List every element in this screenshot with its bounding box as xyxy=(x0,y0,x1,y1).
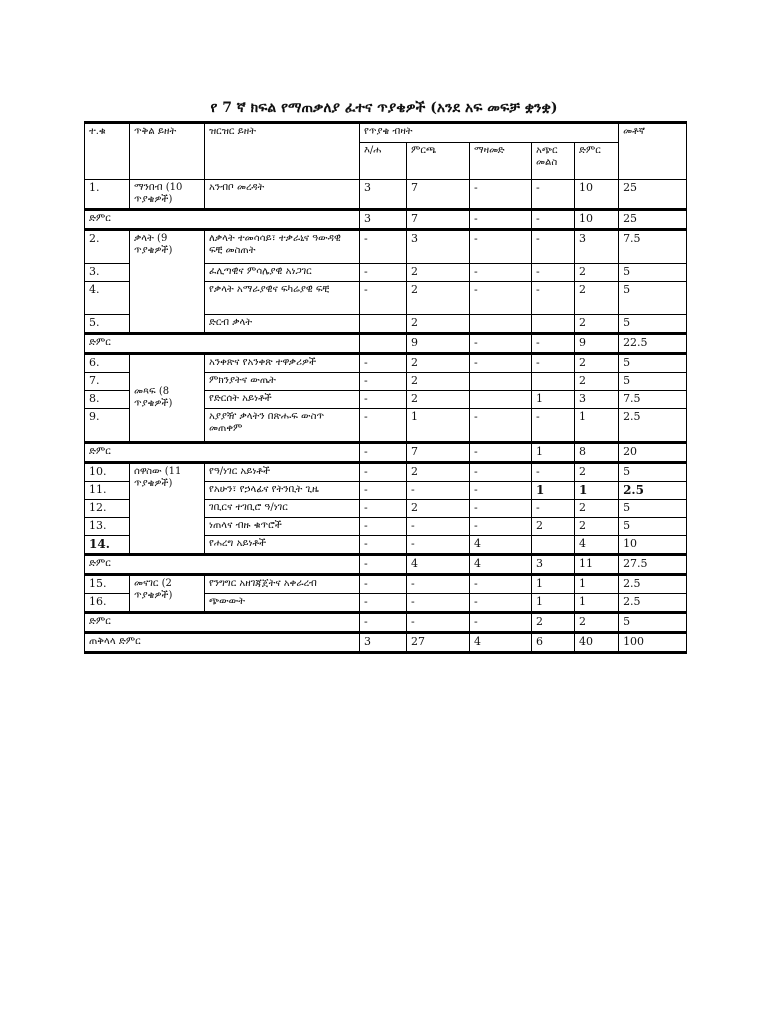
row-count-4: 2 xyxy=(575,315,619,334)
section-total-label: ድምር xyxy=(85,334,360,354)
total-count-3: 2 xyxy=(532,613,575,633)
row-count-2: - xyxy=(470,354,532,373)
section-total-label: ድምር xyxy=(85,210,360,230)
row-count-2: - xyxy=(470,518,532,536)
row-count-0: - xyxy=(360,373,407,391)
row-count-3: - xyxy=(532,264,575,282)
row-number: 1. xyxy=(85,180,130,210)
row-count-0: - xyxy=(360,409,407,443)
total-count-3: - xyxy=(532,334,575,354)
row-count-3 xyxy=(532,536,575,555)
total-count-1: 9 xyxy=(407,334,470,354)
row-count-4: 2 xyxy=(575,354,619,373)
row-count-3: - xyxy=(532,463,575,482)
row-count-4: 1 xyxy=(575,482,619,500)
row-count-1: 2 xyxy=(407,391,470,409)
row-number: 12. xyxy=(85,500,130,518)
header-percent: መቶኛ xyxy=(619,123,687,180)
row-detail: ምክንያትና ውጤት xyxy=(205,373,360,391)
total-count-4: 9 xyxy=(575,334,619,354)
total-count-4: 8 xyxy=(575,443,619,463)
row-count-3 xyxy=(532,315,575,334)
grand-count-0: 3 xyxy=(360,633,407,653)
row-number: 7. xyxy=(85,373,130,391)
row-detail: የቃላት አማራያዊና ፍካሬያዊ ፍቺ xyxy=(205,282,360,315)
row-count-4: 2 xyxy=(575,264,619,282)
row-count-0: - xyxy=(360,518,407,536)
row-count-1: - xyxy=(407,518,470,536)
total-percent: 22.5 xyxy=(619,334,687,354)
total-count-2: - xyxy=(470,210,532,230)
total-count-0: - xyxy=(360,555,407,575)
row-percent: 5 xyxy=(619,264,687,282)
total-count-4: 11 xyxy=(575,555,619,575)
total-count-0: - xyxy=(360,613,407,633)
header-sub-3: አጭር መልስ xyxy=(532,143,575,180)
row-count-0: - xyxy=(360,594,407,613)
row-count-2: - xyxy=(470,409,532,443)
row-percent: 2.5 xyxy=(619,594,687,613)
grand-count-4: 40 xyxy=(575,633,619,653)
row-percent: 7.5 xyxy=(619,230,687,264)
row-number: 9. xyxy=(85,409,130,443)
row-number: 14. xyxy=(85,536,130,555)
row-detail: አያያዥ ቃላትን በጽሑፍ ውስጥ መጠቀም xyxy=(205,409,360,443)
row-count-3: - xyxy=(532,500,575,518)
grand-total-label: ጠቅላላ ድምር xyxy=(85,633,360,653)
row-count-4: 2 xyxy=(575,500,619,518)
total-count-2: - xyxy=(470,613,532,633)
header-sub-4: ድምር xyxy=(575,143,619,180)
row-count-3: 1 xyxy=(532,482,575,500)
row-count-3: - xyxy=(532,230,575,264)
row-count-0: 3 xyxy=(360,180,407,210)
row-count-1: 2 xyxy=(407,315,470,334)
section-total-row xyxy=(85,334,687,354)
blueprint-table xyxy=(84,121,687,654)
table-row xyxy=(85,575,687,594)
row-detail: ገቢርና ተገቢሮ ዓ/ነገር xyxy=(205,500,360,518)
section-total-row xyxy=(85,555,687,575)
total-count-2: 4 xyxy=(470,555,532,575)
row-count-4: 3 xyxy=(575,230,619,264)
row-count-1: 2 xyxy=(407,463,470,482)
row-count-1: 1 xyxy=(407,409,470,443)
header-no: ተ.ቁ xyxy=(85,123,130,180)
row-count-0: - xyxy=(360,575,407,594)
section-total-label: ድምር xyxy=(85,555,360,575)
row-count-4: 1 xyxy=(575,594,619,613)
row-detail: አንቀጽና የአንቀጽ ተዋቃሪዎች xyxy=(205,354,360,373)
row-count-0: - xyxy=(360,230,407,264)
row-number: 16. xyxy=(85,594,130,613)
row-detail: ፈሊጣዊና ምሳሌያዊ አነጋገር xyxy=(205,264,360,282)
row-number: 4. xyxy=(85,282,130,315)
row-detail: ድርብ ቃላት xyxy=(205,315,360,334)
header-question-count: የጥያቄ ብዛት xyxy=(360,123,619,143)
total-count-3: 3 xyxy=(532,555,575,575)
row-percent: 5 xyxy=(619,354,687,373)
row-count-1: - xyxy=(407,482,470,500)
total-percent: 25 xyxy=(619,210,687,230)
row-detail: የንግግር አዘገጃጀትና አቀራረብ xyxy=(205,575,360,594)
row-count-2: - xyxy=(470,500,532,518)
row-count-1: 2 xyxy=(407,282,470,315)
row-number: 11. xyxy=(85,482,130,500)
row-percent: 5 xyxy=(619,463,687,482)
row-count-2: - xyxy=(470,594,532,613)
row-count-3: - xyxy=(532,282,575,315)
section-topic: ማንበብ (10 ጥያቄዎች) xyxy=(130,180,205,210)
row-count-1: - xyxy=(407,594,470,613)
row-count-3: - xyxy=(532,354,575,373)
row-count-1: - xyxy=(407,575,470,594)
row-number: 3. xyxy=(85,264,130,282)
table-row xyxy=(85,230,687,264)
row-count-2: 4 xyxy=(470,536,532,555)
row-count-4: 2 xyxy=(575,282,619,315)
row-detail: አንብቦ መረዳት xyxy=(205,180,360,210)
row-number: 10. xyxy=(85,463,130,482)
row-count-4: 2 xyxy=(575,463,619,482)
total-count-2: - xyxy=(470,443,532,463)
row-count-4: 10 xyxy=(575,180,619,210)
row-number: 15. xyxy=(85,575,130,594)
total-count-3: 1 xyxy=(532,443,575,463)
row-percent: 5 xyxy=(619,373,687,391)
row-count-4: 3 xyxy=(575,391,619,409)
row-detail: የዓ/ነገር አይነቶች xyxy=(205,463,360,482)
row-count-0: - xyxy=(360,282,407,315)
total-count-1: 4 xyxy=(407,555,470,575)
header-topic: ጥቅል ይዘት xyxy=(130,123,205,180)
grand-count-2: 4 xyxy=(470,633,532,653)
row-count-3: 1 xyxy=(532,594,575,613)
section-topic: መናገር (2 ጥያቄዎች) xyxy=(130,575,205,613)
grand-percent: 100 xyxy=(619,633,687,653)
row-percent: 5 xyxy=(619,282,687,315)
row-count-0: - xyxy=(360,264,407,282)
row-count-2 xyxy=(470,315,532,334)
row-count-2: - xyxy=(470,264,532,282)
row-count-2: - xyxy=(470,282,532,315)
header-sub-1: ምርጫ xyxy=(407,143,470,180)
total-count-0: - xyxy=(360,443,407,463)
header-sub-0: እ/ሐ xyxy=(360,143,407,180)
row-count-4: 4 xyxy=(575,536,619,555)
total-count-4: 2 xyxy=(575,613,619,633)
section-topic: ቃላት (9 ጥያቄዎች) xyxy=(130,230,205,334)
grand-total-row xyxy=(85,633,687,653)
row-number: 8. xyxy=(85,391,130,409)
section-total-label: ድምር xyxy=(85,613,360,633)
row-count-3: - xyxy=(532,409,575,443)
row-count-1: 3 xyxy=(407,230,470,264)
total-percent: 20 xyxy=(619,443,687,463)
row-count-2: - xyxy=(470,463,532,482)
row-count-4: 1 xyxy=(575,409,619,443)
total-percent: 5 xyxy=(619,613,687,633)
header-sub-2: ማዛመድ xyxy=(470,143,532,180)
row-percent: 5 xyxy=(619,315,687,334)
total-count-1: - xyxy=(407,613,470,633)
row-count-1: 2 xyxy=(407,354,470,373)
total-count-0 xyxy=(360,334,407,354)
row-count-1: 2 xyxy=(407,500,470,518)
total-count-1: 7 xyxy=(407,210,470,230)
row-count-2: - xyxy=(470,575,532,594)
row-number: 5. xyxy=(85,315,130,334)
total-count-0: 3 xyxy=(360,210,407,230)
row-count-2 xyxy=(470,391,532,409)
grand-count-3: 6 xyxy=(532,633,575,653)
total-percent: 27.5 xyxy=(619,555,687,575)
row-count-3: 1 xyxy=(532,575,575,594)
row-count-3 xyxy=(532,373,575,391)
row-percent: 2.5 xyxy=(619,409,687,443)
row-count-1: 7 xyxy=(407,180,470,210)
row-percent: 2.5 xyxy=(619,575,687,594)
row-detail: የድርሰት አይነቶች xyxy=(205,391,360,409)
total-count-4: 10 xyxy=(575,210,619,230)
section-total-row xyxy=(85,443,687,463)
row-count-1: - xyxy=(407,536,470,555)
row-detail: ጭውውት xyxy=(205,594,360,613)
row-count-0 xyxy=(360,315,407,334)
section-total-label: ድምር xyxy=(85,443,360,463)
section-total-row xyxy=(85,210,687,230)
table-row xyxy=(85,463,687,482)
row-count-3: 1 xyxy=(532,391,575,409)
row-detail: የሐረግ አይነቶች xyxy=(205,536,360,555)
grand-count-1: 27 xyxy=(407,633,470,653)
row-count-1: 2 xyxy=(407,264,470,282)
row-count-1: 2 xyxy=(407,373,470,391)
row-detail: የአሁን፣ የኃላፊና የትንቢት ጊዜ xyxy=(205,482,360,500)
row-count-4: 1 xyxy=(575,575,619,594)
table-row xyxy=(85,354,687,373)
row-count-2: - xyxy=(470,180,532,210)
header-row xyxy=(85,123,687,143)
table-row xyxy=(85,180,687,210)
section-total-row xyxy=(85,613,687,633)
row-percent: 5 xyxy=(619,500,687,518)
total-count-3: - xyxy=(532,210,575,230)
row-count-0: - xyxy=(360,463,407,482)
section-topic: ሰዋስው (11 ጥያቄዎች) xyxy=(130,463,205,555)
row-detail: ለቃላት ተመሳሳይ፣ ተቃራኒና ዓውዳዊ ፍቺ መስጠት xyxy=(205,230,360,264)
total-count-1: 7 xyxy=(407,443,470,463)
header-detail: ዝርዝር ይዘት xyxy=(205,123,360,180)
row-number: 13. xyxy=(85,518,130,536)
row-count-2: - xyxy=(470,230,532,264)
row-percent: 25 xyxy=(619,180,687,210)
document-title: የ 7 ኛ ክፍል የማጠቃለያ ፈተና ጥያቄዎች (አንደ አፍ መፍቻ ቋንቋ) xyxy=(210,100,558,116)
row-detail: ነጠላና ብዙ ቁጥሮች xyxy=(205,518,360,536)
section-topic: መጻፍ (8 ጥያቄዎች) xyxy=(130,354,205,443)
row-percent: 2.5 xyxy=(619,482,687,500)
row-number: 2. xyxy=(85,230,130,264)
row-percent: 5 xyxy=(619,518,687,536)
row-count-3: 2 xyxy=(532,518,575,536)
row-percent: 7.5 xyxy=(619,391,687,409)
total-count-2: - xyxy=(470,334,532,354)
row-count-4: 2 xyxy=(575,518,619,536)
row-number: 6. xyxy=(85,354,130,373)
row-count-0: - xyxy=(360,391,407,409)
row-count-4: 2 xyxy=(575,373,619,391)
row-count-0: - xyxy=(360,536,407,555)
row-count-0: - xyxy=(360,482,407,500)
row-percent: 10 xyxy=(619,536,687,555)
row-count-0: - xyxy=(360,500,407,518)
row-count-0: - xyxy=(360,354,407,373)
row-count-3: - xyxy=(532,180,575,210)
row-count-2 xyxy=(470,373,532,391)
row-count-2: - xyxy=(470,482,532,500)
